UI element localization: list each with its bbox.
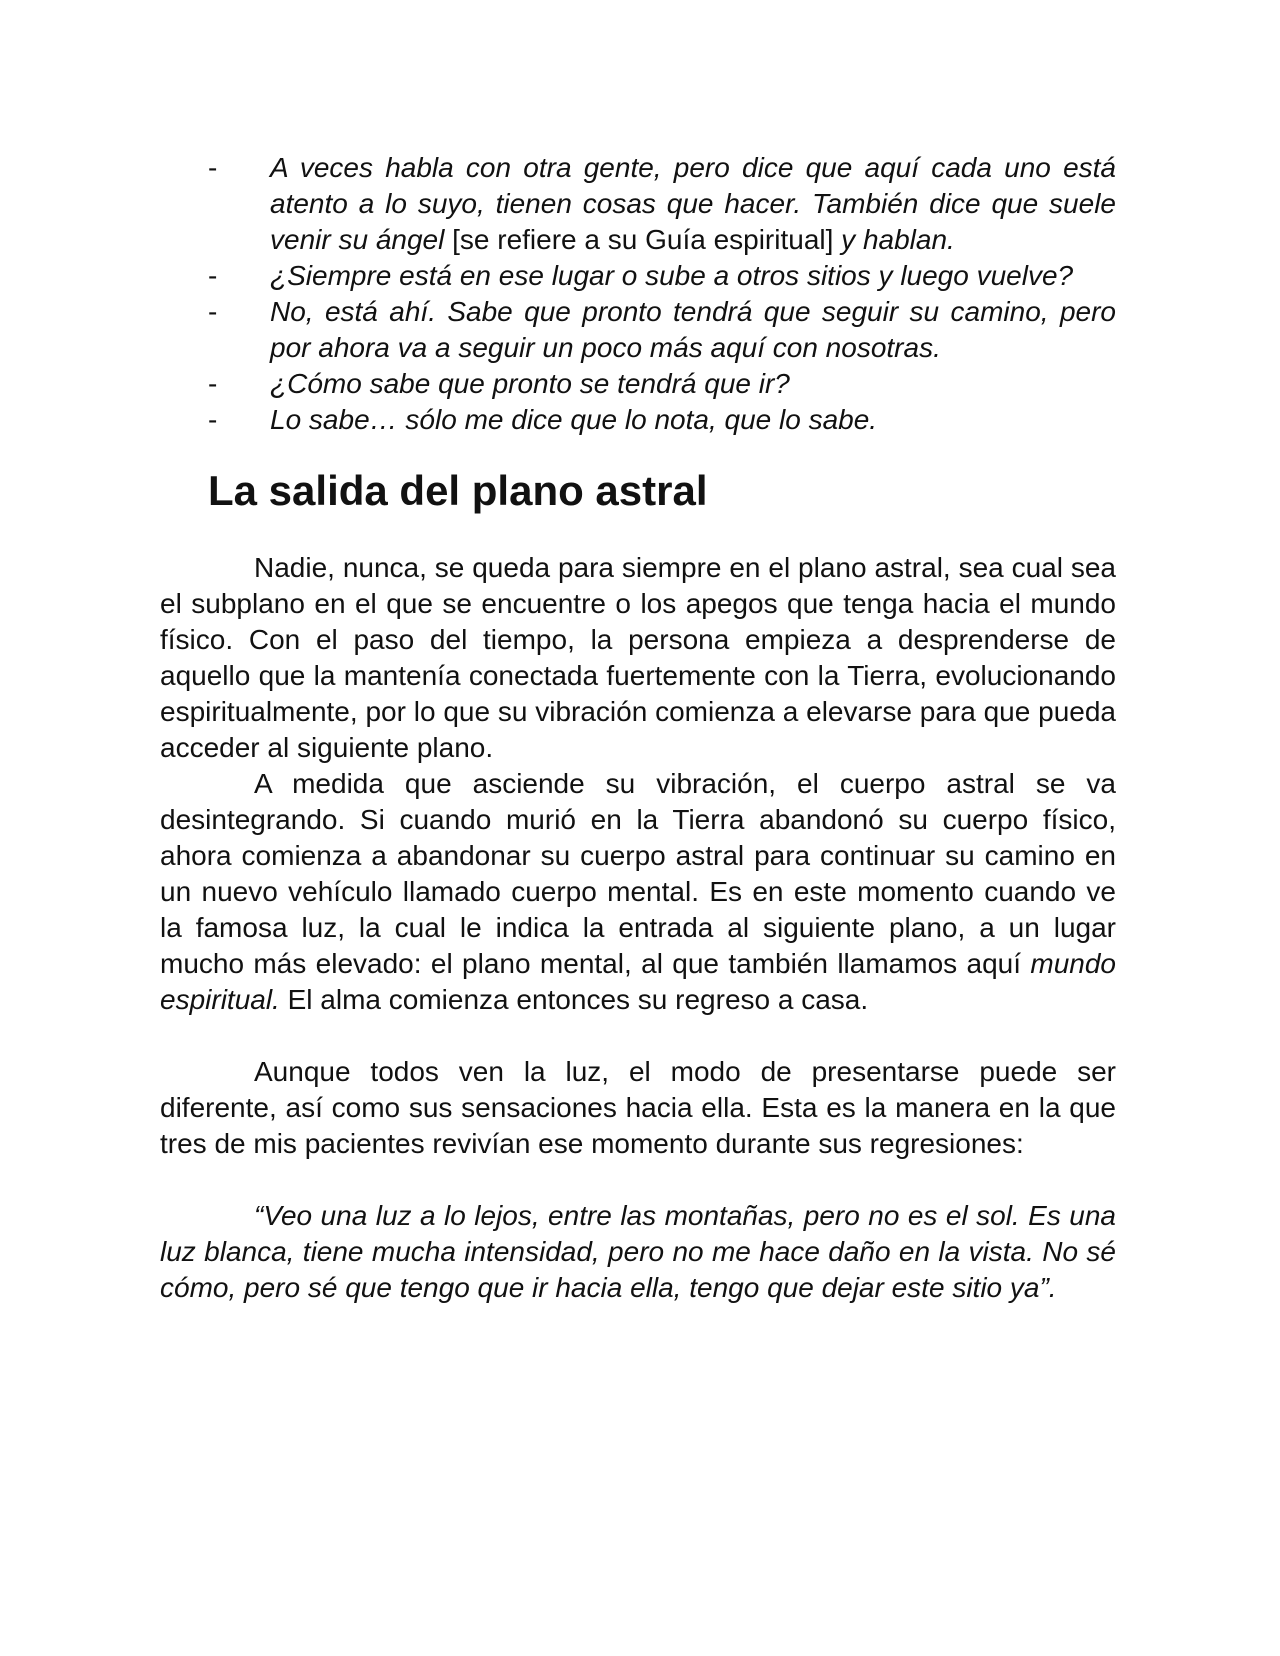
dash-marker: - bbox=[208, 260, 218, 291]
dialogue-list bbox=[208, 150, 1116, 438]
dialogue-bracket-note: [se refiere a su Guía espiritual] bbox=[452, 224, 834, 255]
emphasized-term: mundo espiritual. bbox=[160, 948, 1116, 1015]
dialogue-line bbox=[208, 258, 1116, 294]
dash-marker: - bbox=[208, 368, 218, 399]
paragraph-text: El alma comienza entonces su regreso a casa. bbox=[279, 984, 869, 1015]
body-paragraph bbox=[160, 766, 1116, 1018]
dialogue-line bbox=[208, 402, 1116, 438]
dialogue-line bbox=[208, 366, 1116, 402]
dialogue-text: ¿Cómo sabe que pronto se tendrá que ir? bbox=[270, 368, 790, 399]
patient-quote: “Veo una luz a lo lejos, entre las montañas, pero no es el sol. Es una luz blanca, tiene mucha intensidad, pero no me hace daño en la vista. No sé cómo, pero sé que tengo que ir hacia ella, tengo que dejar este sitio ya”. bbox=[160, 1200, 1116, 1303]
dialogue-line bbox=[208, 150, 1116, 258]
dash-marker: - bbox=[208, 296, 218, 327]
body-paragraph: Aunque todos ven la luz, el modo de presentarse puede ser diferente, así como sus sensaciones hacia ella. Esta es la manera en la que tres de mis pacientes revivían ese momento durante sus regresiones: bbox=[160, 1056, 1116, 1159]
dialogue-text: y hablan. bbox=[833, 224, 955, 255]
dialogue-text: A veces habla con otra gente, pero dice que aquí cada uno está atento a lo suyo, tienen cosas que hacer. También dice que suele venir su ángel bbox=[270, 152, 1116, 255]
dialogue-text: ¿Siempre está en ese lugar o sube a otros sitios y luego vuelve? bbox=[270, 260, 1074, 291]
paragraph-text: A medida que asciende su vibración, el cuerpo astral se va desintegrando. Si cuando murió en la Tierra abandonó su cuerpo físico, ahora comienza a abandonar su cuerpo astral para continuar su camino en un nuevo vehículo llamado cuerpo mental. Es en este momento cuando ve la famosa luz, la cual le indica la entrada al siguiente plano, a un lugar mucho más elevado: el plano mental, al que también llamamos aquí bbox=[160, 768, 1116, 979]
section-heading: La salida del plano astral bbox=[208, 467, 708, 514]
dialogue-line bbox=[208, 294, 1116, 366]
dash-marker: - bbox=[208, 404, 218, 435]
dialogue-text: No, está ahí. Sabe que pronto tendrá que seguir su camino, pero por ahora va a seguir un poco más aquí con nosotras. bbox=[270, 296, 1116, 363]
body-paragraph: Nadie, nunca, se queda para siempre en el plano astral, sea cual sea el subplano en el que se encuentre o los apegos que tenga hacia el mundo físico. Con el paso del tiempo, la persona empieza a desprenderse de aquello que la mantenía conectada fuertemente con la Tierra, evolucionando espiritualmente, por lo que su vibración comienza a elevarse para que pueda acceder al siguiente plano. bbox=[160, 552, 1116, 763]
dash-marker: - bbox=[208, 152, 218, 183]
dialogue-text: Lo sabe… sólo me dice que lo nota, que lo sabe. bbox=[270, 404, 878, 435]
document-page bbox=[160, 150, 1116, 1306]
